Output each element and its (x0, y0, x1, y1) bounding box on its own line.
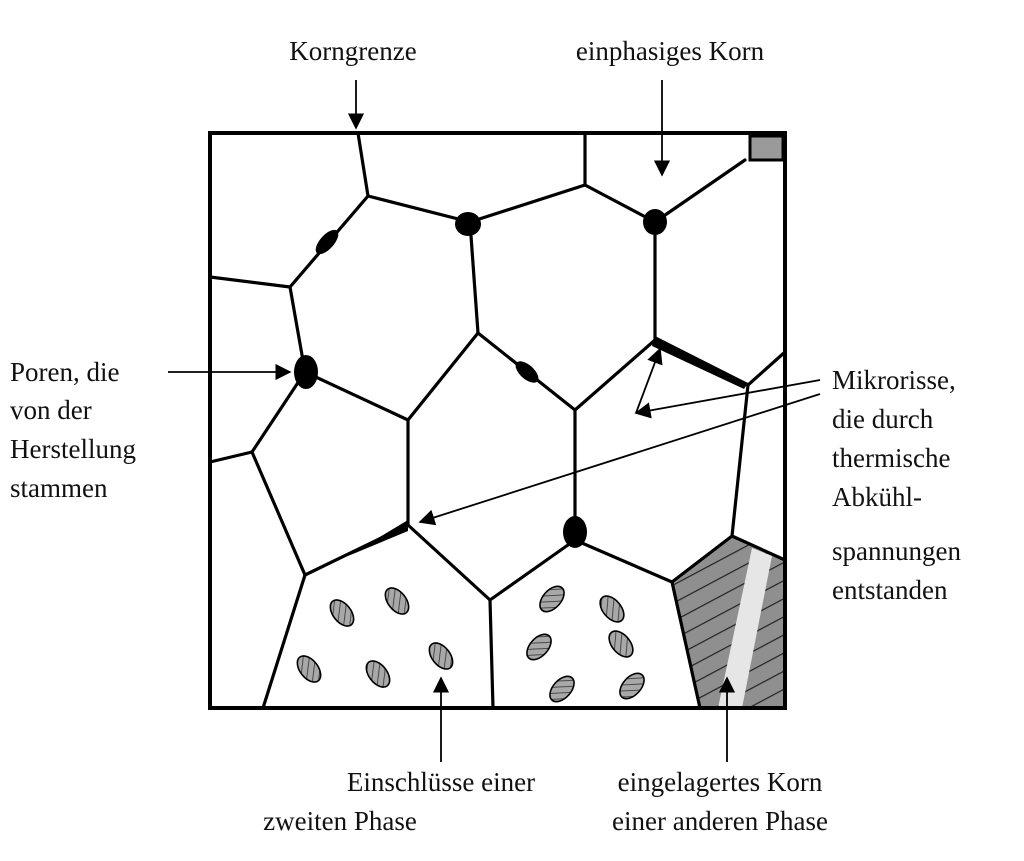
label-pores-line-1: Poren, die (10, 357, 120, 387)
label-microcracks-line-6: entstanden (832, 575, 948, 605)
label-microcracks-line-2: die durch (832, 404, 934, 434)
label-inclusions-line-2: zweiten Phase (263, 806, 417, 836)
label-embedded-grain-line-2: einer anderen Phase (612, 806, 828, 836)
inclusions (293, 582, 649, 706)
label-microcracks (832, 365, 961, 605)
label-embedded-grain-line-1: eingelagertes Korn (617, 767, 823, 797)
label-inclusions-line-1: Einschlüsse einer (346, 767, 536, 797)
corner-grain (750, 136, 783, 160)
label-pores-line-4: stammen (10, 473, 108, 503)
label-microcracks-line-1: Mikrorisse, (832, 365, 956, 395)
label-pores-line-3: Herstellung (10, 434, 136, 464)
label-microcracks-line-5: spannungen (832, 536, 961, 566)
label-single-phase-grain: einphasiges Korn (575, 36, 765, 66)
label-pores-line-2: von der (10, 395, 92, 425)
label-microcracks-line-4: Abkühl- (832, 482, 922, 512)
label-embedded-grain (612, 767, 828, 836)
embedded-grain (672, 536, 785, 708)
label-microcracks-line-3: thermische (832, 443, 951, 473)
label-pores (10, 357, 136, 503)
label-inclusions (263, 767, 535, 836)
label-grain-boundary: Korngrenze (289, 36, 417, 66)
